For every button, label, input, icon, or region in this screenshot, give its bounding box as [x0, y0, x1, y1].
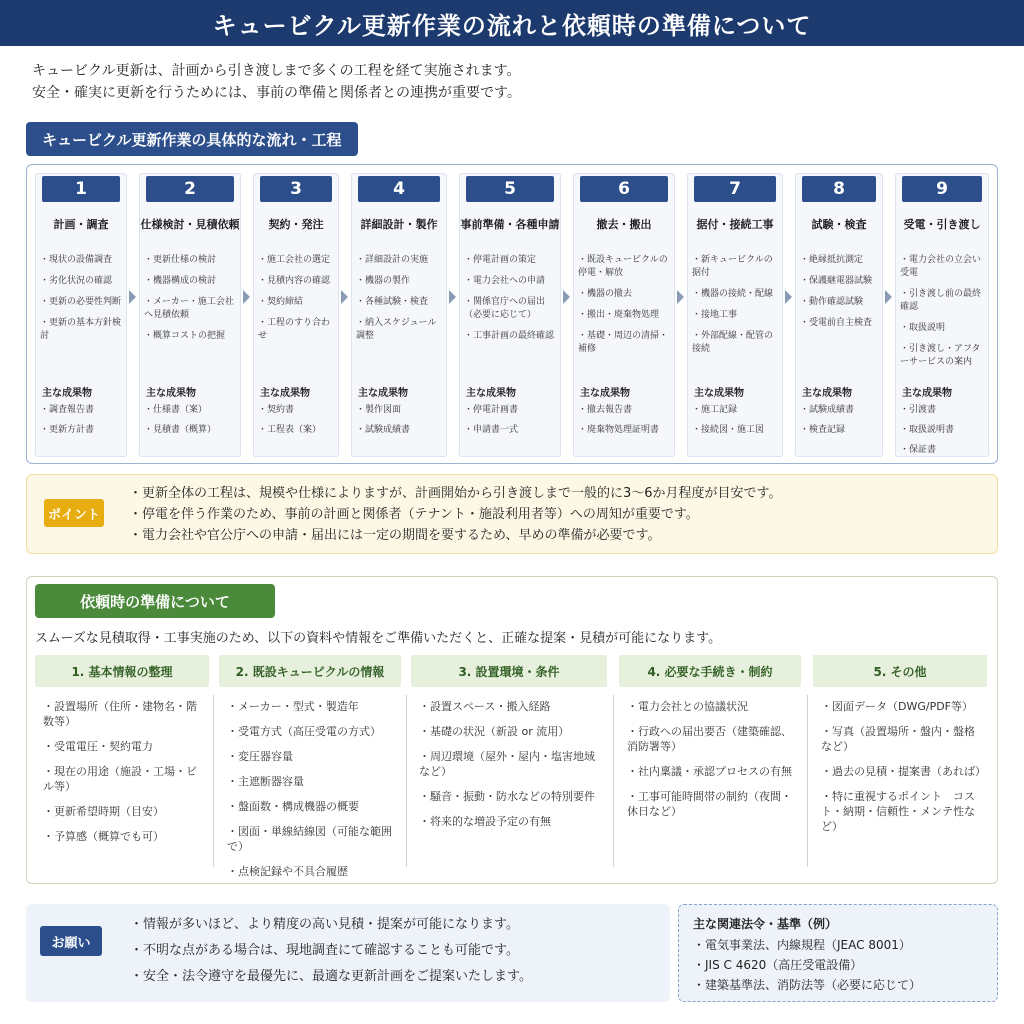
- step-task: ・メーカー・施工会社へ見積依頼: [144, 297, 234, 320]
- prep-item: ・予算感（概算でも可）: [43, 830, 164, 843]
- flow-section-heading: キュービクル更新作業の具体的な流れ・工程: [26, 122, 358, 156]
- step-output: ・撤去報告書: [578, 405, 633, 415]
- flow-step: [895, 173, 989, 457]
- prep-item: ・社内稟議・承認プロセスの有無: [627, 765, 792, 778]
- step-output: ・取扱説明書: [900, 425, 955, 435]
- flow-arrow-icon: [563, 290, 570, 304]
- step-number: 3: [260, 176, 332, 202]
- request-item: ・安全・法令遵守を最優先に、最適な更新計画をご提案いたします。: [130, 969, 532, 984]
- prep-item: ・周辺環境（屋外・屋内・塩害地域など）: [419, 750, 595, 778]
- point-item: ・更新全体の工程は、規模や仕様によりますが、計画開始から引き渡しまで一般的に3〜6か月程度が目安です。: [129, 486, 782, 501]
- prep-column-heading: 1. 基本情報の整理: [35, 655, 209, 687]
- step-task: ・見積内容の確認: [258, 276, 331, 286]
- step-task: ・機器構成の検討: [144, 276, 217, 286]
- flow-arrow-icon: [341, 290, 348, 304]
- step-output: ・調査報告書: [40, 405, 95, 415]
- step-output: ・工程表（案）: [258, 425, 322, 435]
- step-task: ・電力会社の立会い受電: [900, 255, 982, 278]
- flow-arrow-icon: [785, 290, 792, 304]
- step-number: 4: [358, 176, 440, 202]
- request-item: ・不明な点がある場合は、現地調査にて確認することも可能です。: [130, 943, 519, 958]
- step-task: ・契約締結: [258, 297, 304, 307]
- step-task: ・更新の必要性判断: [40, 297, 122, 307]
- prep-item: ・特に重視するポイント コスト・納期・信頼性・メンテ性など）: [821, 790, 975, 833]
- step-task: ・外部配線・配管の接続: [692, 331, 774, 354]
- prep-item: ・騒音・振動・防水などの特別要件: [419, 790, 595, 803]
- step-outputs-label: 主な成果物: [802, 388, 852, 399]
- prep-item: ・写真（設置場所・盤内・盤格など）: [821, 725, 975, 753]
- prep-column-heading: 2. 既設キュービクルの情報: [219, 655, 401, 687]
- step-task: ・更新仕様の検討: [144, 255, 217, 265]
- flow-step: [351, 173, 447, 457]
- flow-step: [795, 173, 883, 457]
- prep-item: ・将来的な増設予定の有無: [419, 815, 551, 828]
- step-output: ・施工記録: [692, 405, 738, 415]
- prep-item: ・現在の用途（施設・工場・ビル等）: [43, 765, 197, 793]
- prep-item: ・行政への届出要否（建築確認、消防署等）: [627, 725, 792, 753]
- prep-column: [411, 655, 607, 879]
- point-box: [26, 474, 998, 554]
- prep-item: ・電力会社との協議状況: [627, 700, 748, 713]
- point-item: ・停電を伴う作業のため、事前の計画と関係者（テナント・施設利用者等）への周知が重要です。: [129, 507, 699, 522]
- prep-column: [619, 655, 801, 879]
- step-outputs-label: 主な成果物: [694, 388, 744, 399]
- step-output: ・保証書: [900, 445, 937, 455]
- step-task: ・機器の撤去: [578, 289, 633, 299]
- step-title: 撤去・搬出: [596, 218, 652, 231]
- step-outputs-label: 主な成果物: [466, 388, 516, 399]
- step-task: ・劣化状況の確認: [40, 276, 113, 286]
- prep-column: [813, 655, 987, 879]
- point-badge: ポイント: [44, 499, 104, 527]
- step-task: ・詳細設計の実施: [356, 255, 429, 265]
- step-title: 事前準備・各種申請: [460, 218, 560, 231]
- step-outputs-label: 主な成果物: [580, 388, 630, 399]
- step-task: ・動作確認試験: [800, 297, 864, 307]
- step-output: ・廃棄物処理証明書: [578, 425, 660, 435]
- step-outputs-label: 主な成果物: [902, 388, 952, 399]
- step-task: ・引き渡し・アフターサービスの案内: [900, 344, 981, 367]
- law-item: ・JIS C 4620（高圧受電設備）: [693, 958, 863, 972]
- step-task: ・電力会社への申請: [464, 276, 546, 286]
- step-task: ・納入スケジュール調整: [356, 318, 437, 341]
- step-task: ・受電前自主検査: [800, 318, 873, 328]
- step-title: 契約・発注: [268, 218, 324, 231]
- step-task: ・搬出・廃棄物処理: [578, 310, 660, 320]
- law-item: ・電気事業法、内線規程（JEAC 8001）: [693, 938, 911, 952]
- flow-arrow-icon: [449, 290, 456, 304]
- step-output: ・検査記録: [800, 425, 846, 435]
- step-title: 詳細設計・製作: [360, 218, 438, 231]
- step-number: 8: [802, 176, 876, 202]
- intro-text: [32, 60, 992, 104]
- prep-item: ・基礎の状況（新設 or 流用）: [419, 725, 570, 738]
- step-task: ・保護継電器試験: [800, 276, 873, 286]
- prep-item: ・設置スペース・搬入経路: [419, 700, 551, 713]
- step-number: 7: [694, 176, 776, 202]
- page-title: キュービクル更新作業の流れと依頼時の準備について: [0, 0, 1024, 46]
- step-task: ・取扱説明: [900, 323, 946, 333]
- step-output: ・申請書一式: [464, 425, 519, 435]
- intro-line: 安全・確実に更新を行うためには、事前の準備と関係者との連携が重要です。: [32, 85, 521, 101]
- step-output: ・接続図・施工図: [692, 425, 765, 435]
- column-divider: [613, 695, 614, 867]
- step-title: 試験・検査: [811, 218, 867, 231]
- step-title: 据付・接続工事: [696, 218, 774, 231]
- prep-item: ・受電方式（高圧受電の方式）: [227, 725, 381, 738]
- step-number: 1: [42, 176, 120, 202]
- step-title: 受電・引き渡し: [903, 218, 981, 231]
- flow-step: [253, 173, 339, 457]
- flow-box: [26, 164, 998, 464]
- column-divider: [807, 695, 808, 867]
- step-task: ・絶縁抵抗測定: [800, 255, 864, 265]
- column-divider: [213, 695, 214, 867]
- step-task: ・基礎・周辺の清掃・補修: [578, 331, 669, 354]
- prep-column-heading: 5. その他: [813, 655, 987, 687]
- laws-title: 主な関連法令・基準（例）: [693, 917, 838, 931]
- step-task: ・施工会社の選定: [258, 255, 331, 265]
- prep-column: [219, 655, 401, 879]
- step-output: ・停電計画書: [464, 405, 519, 415]
- intro-line: キュービクル更新は、計画から引き渡しまで多くの工程を経て実施されます。: [32, 63, 521, 79]
- prep-item: ・図面・単線結線図（可能な範囲で）: [227, 825, 392, 853]
- step-output: ・試験成績書: [356, 425, 411, 435]
- prep-section: [26, 576, 998, 884]
- step-task: ・既設キュービクルの停電・解放: [578, 255, 668, 278]
- step-number: 2: [146, 176, 234, 202]
- step-outputs-label: 主な成果物: [42, 388, 92, 399]
- point-item: ・電力会社や官公庁への申請・届出には一定の期間を要するため、早めの準備が必要です。: [129, 528, 661, 543]
- request-badge: お願い: [40, 926, 102, 956]
- step-output: ・試験成績書: [800, 405, 855, 415]
- prep-item: ・主遮断器容量: [227, 775, 304, 788]
- step-number: 5: [466, 176, 554, 202]
- step-task: ・接地工事: [692, 310, 738, 320]
- laws-box: [678, 904, 998, 1002]
- request-item: ・情報が多いほど、より精度の高い見積・提案が可能になります。: [130, 917, 519, 932]
- prep-item: ・設置場所（住所・建物名・階数等）: [43, 700, 197, 728]
- step-outputs-label: 主な成果物: [358, 388, 408, 399]
- step-output: ・製作図面: [356, 405, 402, 415]
- request-box: [26, 904, 670, 1002]
- prep-item: ・点検記録や不具合履歴: [227, 865, 348, 878]
- column-divider: [406, 695, 407, 867]
- step-task: ・各種試験・検査: [356, 297, 429, 307]
- step-output: ・見積書（概算）: [144, 425, 217, 435]
- step-task: ・工程のすり合わせ: [258, 318, 331, 341]
- step-task: ・更新の基本方針検討: [40, 318, 122, 341]
- prep-item: ・図面データ（DWG/PDF等）: [821, 700, 974, 713]
- step-task: ・現状の設備調査: [40, 255, 113, 265]
- prep-item: ・変圧器容量: [227, 750, 293, 763]
- prep-column-heading: 3. 設置環境・条件: [411, 655, 607, 687]
- flow-step: [687, 173, 783, 457]
- prep-item: ・盤面数・構成機器の概要: [227, 800, 359, 813]
- prep-item: ・工事可能時間帯の制約（夜間・休日など）: [627, 790, 792, 818]
- step-output: ・更新方計書: [40, 425, 95, 435]
- prep-column: [35, 655, 209, 879]
- step-number: 6: [580, 176, 668, 202]
- prep-item: ・過去の見積・提案書（あれば）: [821, 765, 986, 778]
- prep-intro: スムーズな見積取得・工事実施のため、以下の資料や情報をご準備いただくと、正確な提案・見積が可能になります。: [35, 631, 722, 646]
- prep-item: ・更新希望時期（目安）: [43, 805, 164, 818]
- step-number: 9: [902, 176, 982, 202]
- law-item: ・建築基準法、消防法等（必要に応じて）: [693, 978, 922, 992]
- prep-item: ・メーカー・型式・製造年: [227, 700, 359, 713]
- step-outputs-label: 主な成果物: [260, 388, 310, 399]
- prep-section-heading: 依頼時の準備について: [35, 584, 275, 618]
- step-output: ・契約書: [258, 405, 295, 415]
- step-task: ・機器の製作: [356, 276, 411, 286]
- step-title: 計画・調査: [53, 218, 109, 231]
- step-task: ・新キュービクルの据付: [692, 255, 773, 278]
- step-output: ・仕様書（案）: [144, 405, 208, 415]
- prep-column-heading: 4. 必要な手続き・制約: [619, 655, 801, 687]
- step-task: ・停電計画の策定: [464, 255, 537, 265]
- step-title: 仕様検討・見積依頼: [140, 218, 240, 231]
- step-task: ・関係官庁への届出（必要に応じて）: [464, 297, 546, 320]
- flow-arrow-icon: [885, 290, 892, 304]
- flow-arrow-icon: [243, 290, 250, 304]
- step-task: ・機器の接続・配線: [692, 289, 774, 299]
- step-output: ・引渡書: [900, 405, 937, 415]
- flow-arrow-icon: [677, 290, 684, 304]
- flow-step: [35, 173, 127, 457]
- step-task: ・概算コストの把握: [144, 331, 226, 341]
- step-task: ・工事計画の最終確認: [464, 331, 555, 341]
- step-outputs-label: 主な成果物: [146, 388, 196, 399]
- flow-arrow-icon: [129, 290, 136, 304]
- flow-step: [139, 173, 241, 457]
- step-task: ・引き渡し前の最終確認: [900, 289, 982, 312]
- prep-item: ・受電電圧・契約電力: [43, 740, 153, 753]
- flow-step: [459, 173, 561, 457]
- flow-step: [573, 173, 675, 457]
